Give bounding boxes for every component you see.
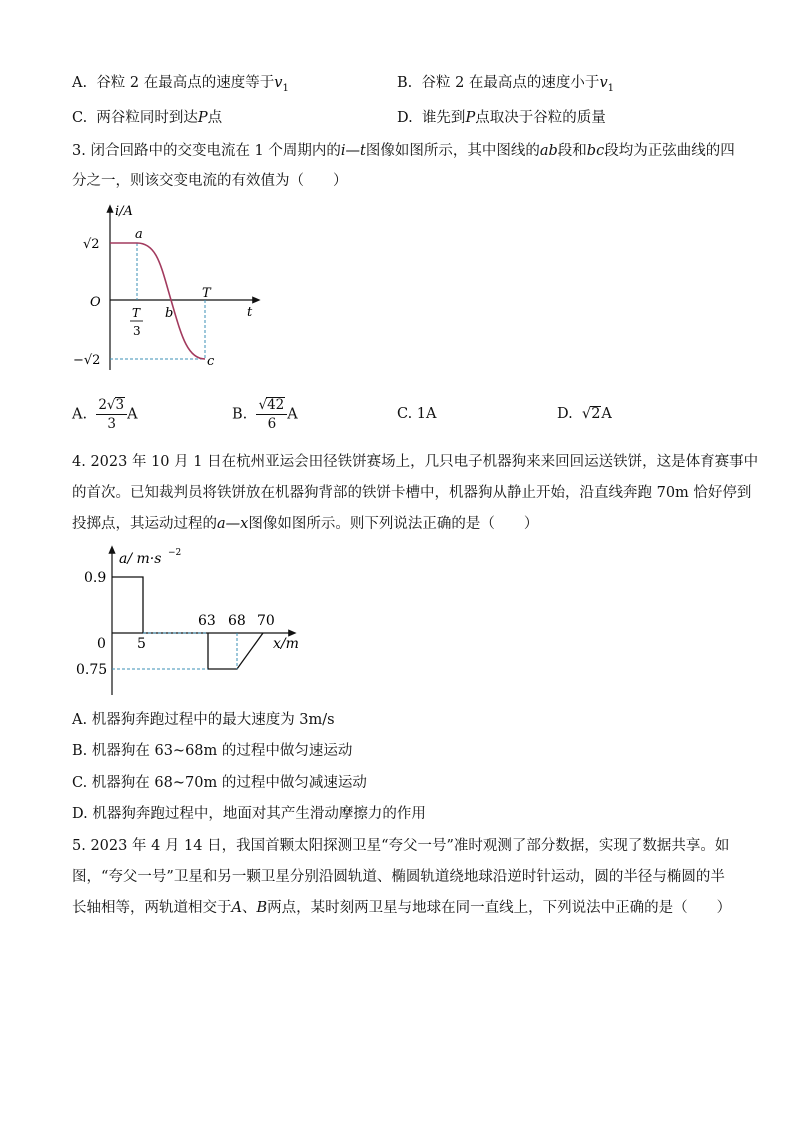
q4-ax-graph (75, 545, 315, 705)
q3-it-graph (75, 200, 275, 380)
q4-stem-line2: 的首次。已知裁判员将铁饼放在机器狗背部的铁饼卡槽中，机器狗从静止开始，沿直线奔跑 70m 恰好停到 (72, 485, 752, 501)
q4-option-d: D. 机器狗奔跑过程中，地面对其产生滑动摩擦力的作用 (72, 806, 426, 822)
t-third-den: 3 (133, 324, 141, 338)
fraction: $\frac{2√3}{3}$ (96, 396, 127, 433)
x-axis-label: x/m (273, 636, 299, 652)
y-axis-label: i/A (115, 204, 133, 219)
q3-stem-line1: 3. 闭合回路中的交变电流在 1 个周期内的i—t图像如图所示，其中图线的ab段和bc段均为正弦曲线的四 (72, 143, 735, 159)
acc-negative (208, 633, 263, 669)
q2-option-d: D. 谁先到P点取决于谷粒的质量 (397, 110, 606, 126)
q3-option-c: C. 1A (397, 406, 437, 422)
y-axis-label: a/ m·s (119, 551, 162, 567)
q5-stem-line3: 长轴相等，两轨道相交于A、B两点，某时刻两卫星与地球在同一直线上，下列说法中正确的是（ ） (72, 900, 732, 916)
y-neg-label: 0.75 (76, 662, 108, 678)
x-tick-70: 70 (257, 613, 275, 629)
q5-stem-line2: 图，“夸父一号”卫星和另一颗卫星分别沿圆轨道、椭圆轨道绕地球沿逆时针运动，圆的半径与椭圆的半 (72, 869, 725, 885)
fraction: $\frac{√42}{6}$ (256, 396, 287, 433)
q4-stem-line3: 投掷点，其运动过程的a—x图像如图所示。则下列说法正确的是（ ） (72, 516, 539, 532)
q4-option-c: C. 机器狗在 68~70m 的过程中做匀减速运动 (72, 775, 367, 791)
q3-option-b: B. $\frac{√42}{6}$ A (232, 397, 298, 432)
t-third-num: T (132, 306, 141, 320)
y-axis-exp: −2 (168, 548, 182, 558)
q3-option-d: D. √2A (557, 406, 612, 422)
origin-label: 0 (97, 636, 106, 652)
q2-option-b: B. 谷粒 2 在最高点的速度小于$v_1$ (397, 75, 615, 94)
point-c-label: c (207, 354, 215, 369)
x-axis-label: t (247, 305, 253, 320)
acc-positive (112, 577, 143, 633)
q4-option-b: B. 机器狗在 63~68m 的过程中做匀速运动 (72, 743, 353, 759)
current-curve (110, 243, 205, 359)
point-a-label: a (135, 227, 143, 242)
x-tick-68: 68 (228, 613, 246, 629)
q3-option-a: A. $\frac{2√3}{3}$ A (72, 397, 138, 432)
q2-option-c: C. 两谷粒同时到达P点 (72, 110, 223, 126)
y-pos-label: √2 (83, 237, 100, 252)
option-label: A. (72, 75, 88, 91)
point-b-label: b (165, 306, 174, 321)
q4-option-a: A. 机器狗奔跑过程中的最大速度为 3m/s (72, 712, 335, 728)
q4-stem-line1: 4. 2023 年 10 月 1 日在杭州亚运会田径铁饼赛场上，几只电子机器狗来来回回运送铁饼，这是体育赛事中 (72, 454, 759, 470)
option-label: B. (397, 75, 413, 91)
x-tick-63: 63 (198, 613, 216, 629)
y-neg-label: −√2 (73, 353, 101, 368)
q5-stem-line1: 5. 2023 年 4 月 14 日，我国首颗太阳探测卫星“夸父一号”准时观测了部分数据，实现了数据共享。如 (72, 838, 730, 854)
q2-option-a: A. 谷粒 2 在最高点的速度等于$v_1$ (72, 75, 289, 94)
x-tick-5: 5 (137, 636, 146, 652)
q3-stem-line2: 分之一，则该交变电流的有效值为（ ） (72, 173, 348, 189)
t-label: T (202, 286, 211, 301)
y-pos-label: 0.9 (84, 570, 107, 586)
origin-label: O (90, 295, 101, 310)
